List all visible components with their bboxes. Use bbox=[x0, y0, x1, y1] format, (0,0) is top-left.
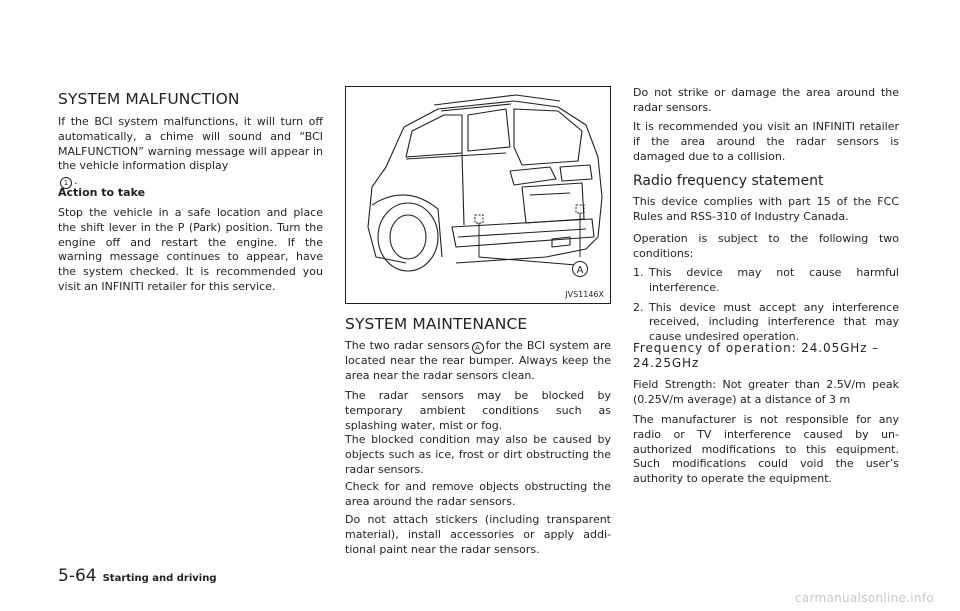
list-item: 1. This device may not cause harmful interference. bbox=[633, 266, 899, 294]
column3-paragraph-2: It is recommended you visit an INFINITI retailer if the area around the radar sensors is damaged due to a collision. bbox=[633, 120, 899, 163]
action-paragraph: Stop the vehicle in a safe location and place the shift lever in the P (Park) position. Turn the engine off and restart the engine. If the warning message continues to appear, have the system checked. It is recommended you visit an INFINITI retailer for this service. bbox=[58, 206, 323, 293]
system-malfunction-heading: SYSTEM MALFUNCTION bbox=[58, 90, 240, 108]
maintenance-paragraph-5: Do not attach stickers (including transparent material), install accessories or apply addi- tional paint near the radar sensors. bbox=[345, 513, 611, 556]
column3-paragraph-7: The manufacturer is not responsible for any radio or TV interference caused by un- authorized modifications to this equipment. Such modifications could void the user’s authority to operate the equipment. bbox=[633, 413, 899, 486]
conditions-list bbox=[633, 266, 899, 350]
section-name: Starting and driving bbox=[102, 573, 217, 584]
action-to-take-subheading: Action to take bbox=[58, 186, 146, 199]
callout-a-icon: A bbox=[472, 342, 484, 354]
page-number: 5-64 bbox=[58, 566, 97, 586]
watermark: carmanualsonline.info bbox=[794, 591, 934, 605]
column3-paragraph-1: Do not strike or damage the area around the radar sensors. bbox=[633, 86, 899, 114]
maintenance-paragraph-1: The two radar sensors A for the BCI system are located near the rear bumper. Always keep the area near the radar sensors clean. bbox=[345, 339, 611, 382]
column3-paragraph-3: This device complies with part 15 of the FCC Rules and RSS-310 of Industry Canada. bbox=[633, 195, 899, 223]
vehicle-rear-illustration bbox=[345, 86, 611, 304]
left-radar-sensor-marker bbox=[475, 215, 483, 223]
malfunction-paragraph: If the BCI system malfunctions, it will turn off automatically, a chime will sound and “BCI MALFUNCTION” warning message will appear in the vehicle information display 1 . bbox=[58, 115, 323, 188]
maintenance-paragraph-2: The radar sensors may be blocked by temporary ambient conditions such as splashing water, mist or fog. bbox=[345, 389, 611, 432]
field-strength: Field Strength: Not greater than 2.5V/m peak (0.25V/m average) at a distance of 3 m bbox=[633, 378, 899, 406]
system-maintenance-heading: SYSTEM MAINTENANCE bbox=[345, 315, 528, 333]
list-item: 2. This device must accept any interference received, including interference that may cause undesired operation. bbox=[633, 300, 899, 344]
maintenance-paragraph-3: The blocked condition may also be caused by objects such as ice, frost or dirt obstructing the radar sensors. bbox=[345, 433, 611, 476]
radio-frequency-heading: Radio frequency statement bbox=[633, 173, 824, 189]
page-footer bbox=[58, 566, 216, 586]
column3-paragraph-4: Operation is subject to the following two conditions: bbox=[633, 232, 899, 260]
maintenance-paragraph-4: Check for and remove objects obstructing the area around the radar sensors. bbox=[345, 480, 611, 508]
callout-a-label: A bbox=[576, 265, 584, 276]
figure-code: JVS1146X bbox=[565, 290, 604, 299]
callout-1-icon: 1 bbox=[60, 177, 72, 189]
frequency-of-operation: Frequency of operation: 24.05GHz – 24.25GHz bbox=[633, 341, 880, 370]
suv-rear-drawing bbox=[346, 87, 610, 303]
